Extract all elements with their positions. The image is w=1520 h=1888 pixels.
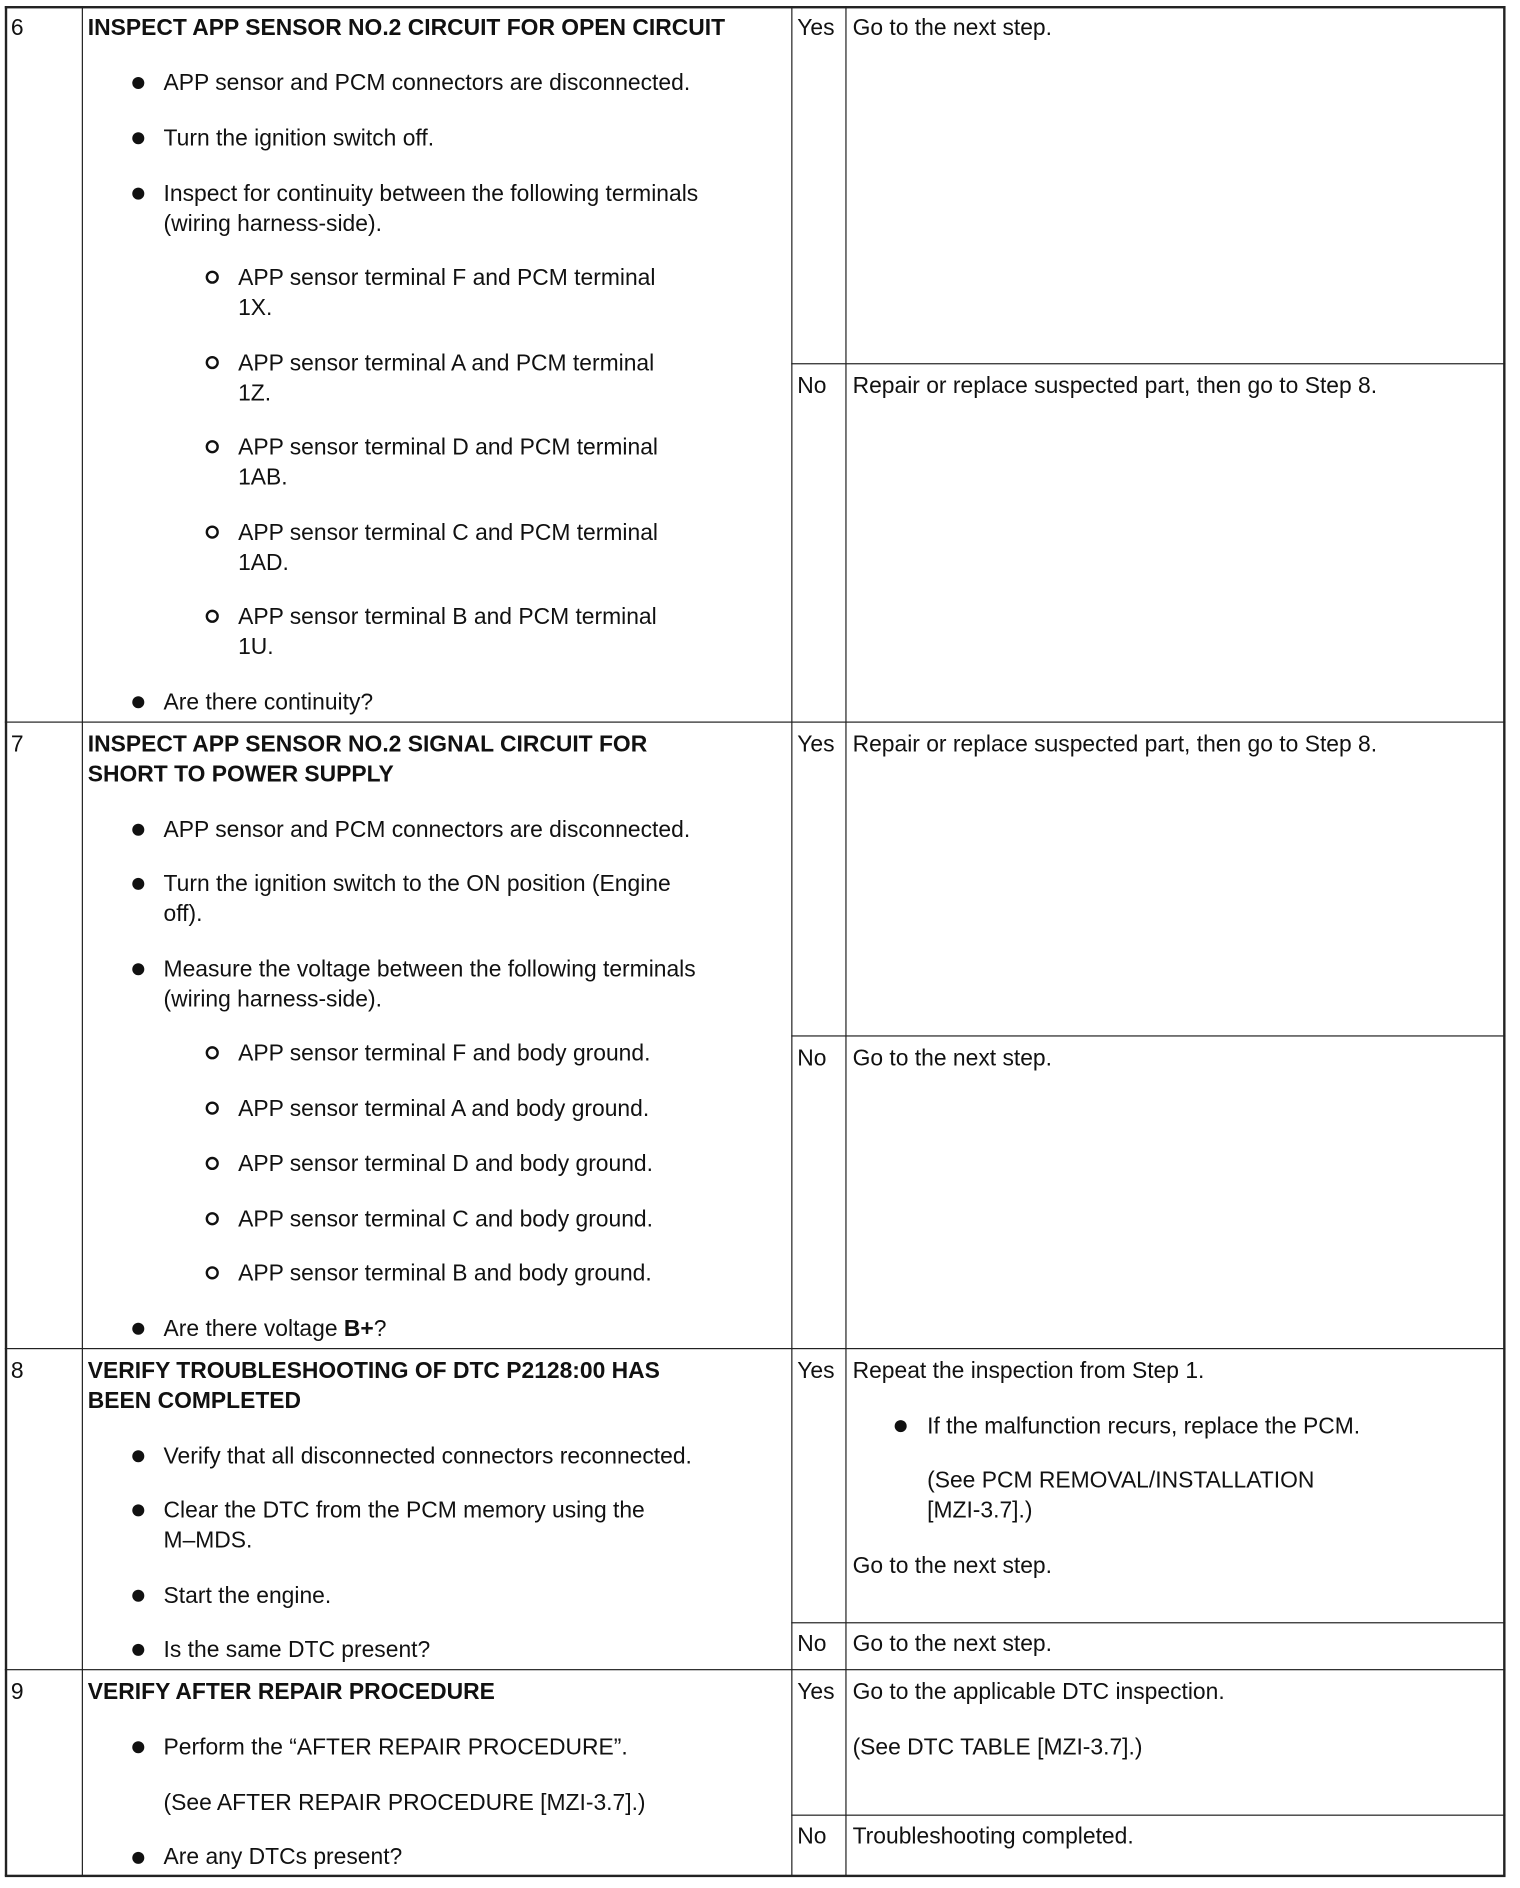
step-instruction: Measure the voltage between the following terminals <box>163 957 696 983</box>
sub-bullet-icon <box>206 610 219 623</box>
no-label: No <box>797 1824 827 1850</box>
sub-bullet-icon <box>206 356 219 369</box>
step-number: 6 <box>10 15 24 41</box>
yes-label: Yes <box>797 15 835 41</box>
bullet-icon <box>132 1450 144 1462</box>
step-question: Are there continuity? <box>163 690 374 716</box>
yes-action: Go to the next step. <box>852 15 1052 41</box>
step-instruction: APP sensor and PCM connectors are disconnected. <box>163 817 691 843</box>
yes-reference: (See PCM REMOVAL/INSTALLATION <box>927 1468 1315 1494</box>
sub-bullet-icon <box>206 525 219 538</box>
sub-bullet-icon <box>206 1212 219 1225</box>
bullet-icon <box>132 1644 144 1656</box>
bullet-icon <box>132 1504 144 1516</box>
sub-bullet-icon <box>206 1046 219 1059</box>
table-border-left <box>5 6 7 1876</box>
step-title: INSPECT APP SENSOR NO.2 CIRCUIT FOR OPEN CIRCUIT <box>87 15 726 41</box>
sub-bullet-icon <box>206 440 219 453</box>
step-title: BEEN COMPLETED <box>87 1388 302 1415</box>
terminal-pair: APP sensor terminal B and body ground. <box>238 1261 652 1287</box>
step-instruction: M–MDS. <box>163 1528 253 1554</box>
bullet-icon <box>132 188 144 200</box>
yes-no-divider <box>791 363 1505 364</box>
step-instruction: Turn the ignition switch off. <box>163 126 435 152</box>
sub-bullet-icon <box>206 1157 219 1170</box>
terminal-pair: 1U. <box>238 634 274 661</box>
terminal-pair: APP sensor terminal C and PCM terminal <box>238 520 658 546</box>
table-border-top <box>5 6 1506 8</box>
step-question: Is the same DTC present? <box>163 1637 431 1664</box>
terminal-pair: 1X. <box>238 295 273 322</box>
yes-action: Go to the applicable DTC inspection. <box>852 1679 1225 1706</box>
step-question: Are any DTCs present? <box>163 1844 403 1870</box>
step-instruction: Start the engine. <box>163 1583 332 1609</box>
step-instruction: Turn the ignition switch to the ON position (Engine <box>163 871 671 898</box>
column-divider <box>82 6 83 1876</box>
bullet-icon <box>132 77 144 89</box>
step-instruction: APP sensor and PCM connectors are disconnected. <box>163 70 691 97</box>
bullet-icon <box>132 696 144 708</box>
yes-label: Yes <box>797 1358 835 1385</box>
sub-bullet-icon <box>206 1101 219 1114</box>
no-action: Troubleshooting completed. <box>852 1824 1134 1850</box>
bullet-icon <box>132 878 144 890</box>
bullet-icon <box>132 132 144 144</box>
sub-bullet-icon <box>206 1266 219 1279</box>
bullet-icon <box>132 1590 144 1602</box>
terminal-pair: APP sensor terminal F and body ground. <box>238 1041 651 1067</box>
bullet-icon <box>132 824 144 836</box>
step-instruction: Inspect for continuity between the following terminals <box>163 181 699 207</box>
column-divider <box>845 6 846 1876</box>
no-action: Go to the next step. <box>852 1046 1052 1072</box>
sub-bullet-icon <box>206 271 219 284</box>
yes-no-divider <box>791 1815 1505 1816</box>
yes-action: Repair or replace suspected part, then go to Step 8. <box>852 732 1378 758</box>
terminal-pair: 1Z. <box>238 381 272 407</box>
step-instruction: (wiring harness-side). <box>163 211 382 237</box>
step-number: 9 <box>10 1679 24 1706</box>
row-divider <box>5 1348 1506 1349</box>
terminal-pair: APP sensor terminal D and PCM terminal <box>238 435 658 461</box>
step-instruction: (wiring harness-side). <box>163 987 382 1013</box>
step-number: 7 <box>10 732 24 758</box>
yes-label: Yes <box>797 1679 835 1706</box>
yes-reference: (See DTC TABLE [MZI-3.7].) <box>852 1735 1143 1761</box>
yes-no-divider <box>791 1035 1505 1036</box>
bullet-icon <box>132 1323 144 1335</box>
terminal-pair: APP sensor terminal C and body ground. <box>238 1207 653 1233</box>
step-title: SHORT TO POWER SUPPLY <box>87 762 394 788</box>
yes-action: Go to the next step. <box>852 1553 1052 1579</box>
bullet-icon <box>895 1420 907 1432</box>
terminal-pair: 1AD. <box>238 550 289 576</box>
yes-no-divider <box>791 1622 1505 1623</box>
no-label: No <box>797 1046 827 1072</box>
no-label: No <box>797 373 827 400</box>
step-instruction: off). <box>163 901 203 928</box>
terminal-pair: APP sensor terminal F and PCM terminal <box>238 265 656 292</box>
no-action: Go to the next step. <box>852 1631 1052 1658</box>
terminal-pair: APP sensor terminal A and body ground. <box>238 1096 650 1122</box>
no-action: Repair or replace suspected part, then go to Step 8. <box>852 373 1378 400</box>
terminal-pair: APP sensor terminal A and PCM terminal <box>238 351 655 377</box>
step-question: Are there voltage B+? <box>163 1316 387 1342</box>
step-title: INSPECT APP SENSOR NO.2 SIGNAL CIRCUIT FOR <box>87 732 648 758</box>
yes-action: Repeat the inspection from Step 1. <box>852 1358 1205 1385</box>
step-number: 8 <box>10 1358 24 1385</box>
step-instruction: Perform the “AFTER REPAIR PROCEDURE”. <box>163 1735 628 1761</box>
bullet-icon <box>132 1852 144 1864</box>
terminal-pair: APP sensor terminal D and body ground. <box>238 1151 653 1178</box>
step-instruction: Verify that all disconnected connectors reconnected. <box>163 1444 692 1470</box>
no-label: No <box>797 1631 827 1658</box>
step-reference: (See AFTER REPAIR PROCEDURE [MZI-3.7].) <box>163 1790 646 1816</box>
terminal-pair: APP sensor terminal B and PCM terminal <box>238 604 657 631</box>
step-title: VERIFY AFTER REPAIR PROCEDURE <box>87 1679 495 1706</box>
terminal-pair: 1AB. <box>238 465 288 491</box>
table-border-right <box>1503 6 1505 1876</box>
step-title: VERIFY TROUBLESHOOTING OF DTC P2128:00 HAS <box>87 1358 660 1385</box>
row-divider <box>5 1669 1506 1670</box>
bullet-icon <box>132 963 144 975</box>
bullet-icon <box>132 1741 144 1753</box>
column-divider <box>791 6 792 1876</box>
step-instruction: Clear the DTC from the PCM memory using the <box>163 1498 645 1524</box>
yes-reference: [MZI-3.7].) <box>927 1498 1033 1524</box>
table-border-bottom <box>5 1875 1506 1877</box>
row-divider <box>5 722 1506 723</box>
yes-action: If the malfunction recurs, replace the PCM. <box>927 1414 1361 1440</box>
yes-label: Yes <box>797 732 835 758</box>
